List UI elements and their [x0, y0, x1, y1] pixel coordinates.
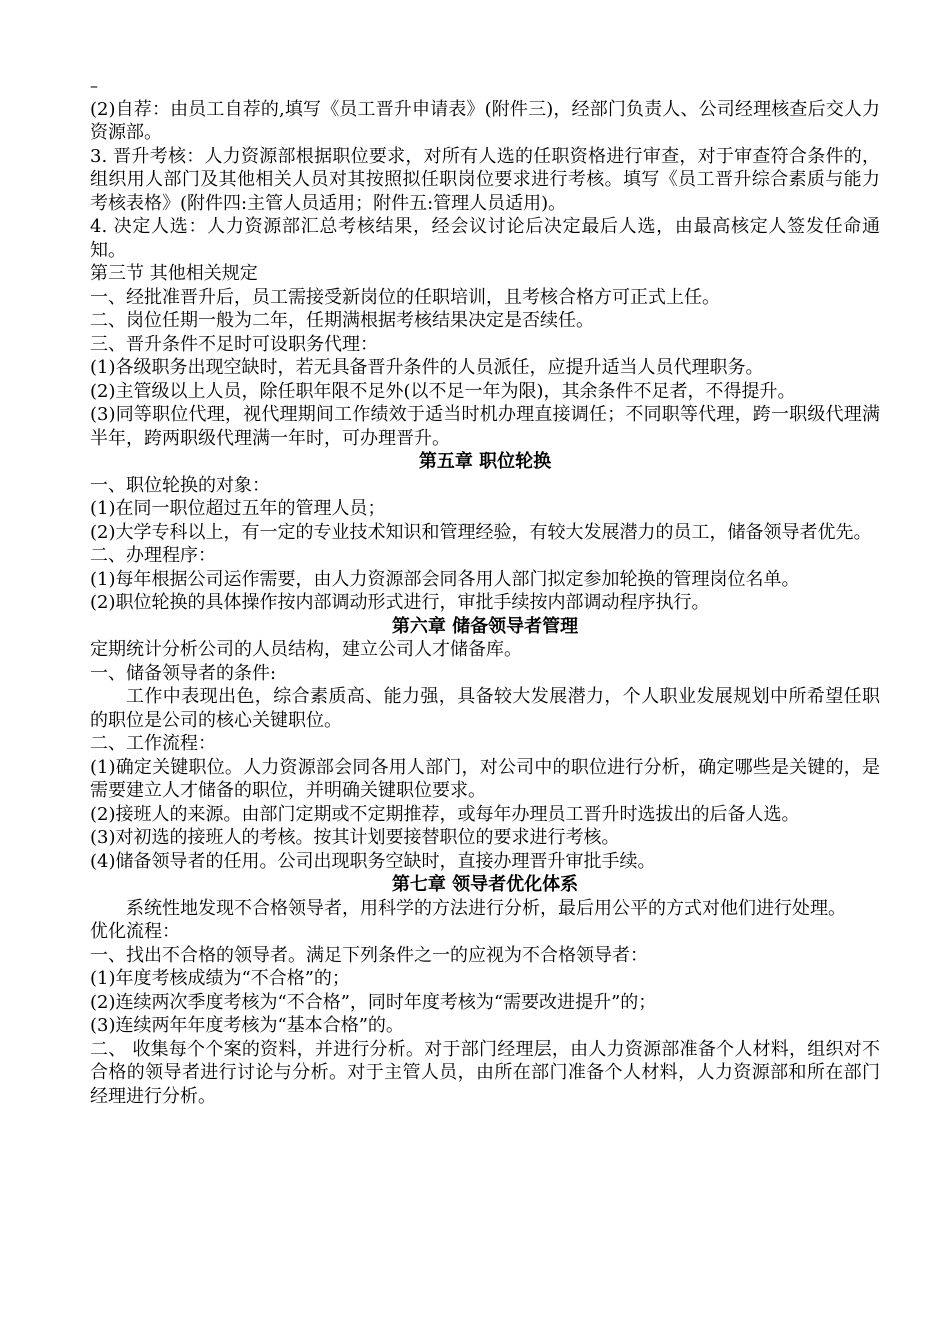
paragraph-procedure: 二、办理程序：	[90, 545, 216, 566]
list-item: (1)在同一职位超过五年的管理人员；	[90, 498, 386, 519]
paragraph-rotation-targets: 一、职位轮换的对象：	[90, 474, 270, 496]
list-item: (3)连续两年年度考核为“基本合格”的。	[90, 1015, 404, 1036]
paragraph-promotion-assessment: 3. 晋升考核：人力资源部根据职位要求，对所有人选的任职资格进行审查，对于审查符合条件的，组织用人部门及其他相关人员对其按照拟任职岗位要求进行考核。填写《员工晋升综合素质与能力考核表格》(附件四:主管人员适用；附件五:管理人员适用)。	[90, 145, 880, 214]
header-mark: –	[90, 76, 98, 95]
paragraph-optimization-flow: 优化流程：	[90, 921, 180, 942]
list-item: (1)年度考核成绩为“不合格”的；	[90, 968, 350, 989]
paragraph-term: 二、岗位任期一般为二年，任期满根据考核结果决定是否续任。	[90, 310, 594, 331]
list-item: (2)职位轮换的具体操作按内部调动形式进行，审批手续按内部调动程序执行。	[90, 592, 710, 613]
list-item: (1)确定关键职位。人力资源部会同各用人部门，对公司中的职位进行分析，确定哪些是关键的，是需要建立人才储备的职位，并明确关键职位要求。	[90, 756, 880, 801]
list-item: (2)主管级以上人员，除任职年限不足外(以不足一年为限)，其余条件不足者，不得提升。	[90, 380, 796, 402]
chapter-title-7: 第七章 领导者优化体系	[391, 874, 579, 895]
paragraph-find-unqualified: 一、找出不合格的领导者。满足下列条件之一的应视为不合格领导者：	[90, 944, 648, 966]
paragraph-conditions-detail: 工作中表现出色，综合素质高、能力强，具备较大发展潜力，个人职业发展规划中所希望任职的职位是公司的核心关键职位。	[90, 686, 880, 731]
paragraph-reserve-conditions: 一、储备领导者的条件:	[90, 662, 277, 684]
paragraph-acting-position: 三、晋升条件不足时可设职务代理：	[90, 333, 378, 355]
paragraph-talent-pool: 定期统计分析公司的人员结构，建立公司人才储备库。	[90, 639, 522, 660]
paragraph-self-recommend: (2)自荐：由员工自荐的,填写《员工晋升申请表》(附件三)，经部门负责人、公司经理核查后交人力资源部。	[90, 98, 880, 143]
list-item: (2)大学专科以上，有一定的专业技术知识和管理经验，有较大发展潜力的员工，储备领导者优先。	[90, 521, 872, 543]
list-item: (1)每年根据公司运作需要，由人力资源部会同各用人部门拟定参加轮换的管理岗位名单。	[90, 568, 800, 590]
list-item: (3)对初选的接班人的考核。按其计划要接替职位的要求进行考核。	[90, 827, 620, 848]
paragraph-collect-analyze: 二、 收集每个个案的资料，并进行分析。对于部门经理层，由人力资源部准备个人材料，组织对不合格的领导者进行讨论与分析。对于主管人员，由所在部门准备个人材料，人力资源部和所在部门经理进行分析。	[90, 1038, 880, 1107]
paragraph-decide-candidate: 4. 决定人选：人力资源部汇总考核结果，经会议讨论后决定最后人选，由最高核定人签发任命通知。	[90, 216, 880, 261]
paragraph-training: 一、经批准晋升后，员工需接受新岗位的任职培训，且考核合格方可正式上任。	[90, 286, 720, 308]
list-item: (3)同等职位代理，视代理期间工作绩效于适当时机办理直接调任；不同职等代理，跨一职级代理满半年，跨两职级代理满一年时，可办理晋升。	[90, 404, 880, 449]
section-heading-other-rules: 第三节 其他相关规定	[90, 263, 258, 284]
list-item: (4)储备领导者的任用。公司出现职务空缺时，直接办理晋升审批手续。	[90, 850, 656, 872]
chapter-title-5: 第五章 职位轮换	[418, 451, 552, 472]
document-page	[90, 74, 880, 1108]
paragraph-workflow: 二、工作流程：	[90, 733, 216, 754]
list-item: (1)各级职务出现空缺时，若无具备晋升条件的人员派任，应提升适当人员代理职务。	[90, 357, 764, 378]
paragraph-optimization-intro: 系统性地发现不合格领导者，用科学的方法进行分析，最后用公平的方式对他们进行处理。	[126, 897, 846, 919]
list-item: (2)接班人的来源。由部门定期或不定期推荐，或每年办理员工晋升时选拔出的后备人选。	[90, 803, 800, 825]
list-item: (2)连续两次季度考核为“不合格”，同时年度考核为“需要改进提升”的；	[90, 991, 657, 1013]
chapter-title-6: 第六章 储备领导者管理	[391, 615, 579, 637]
